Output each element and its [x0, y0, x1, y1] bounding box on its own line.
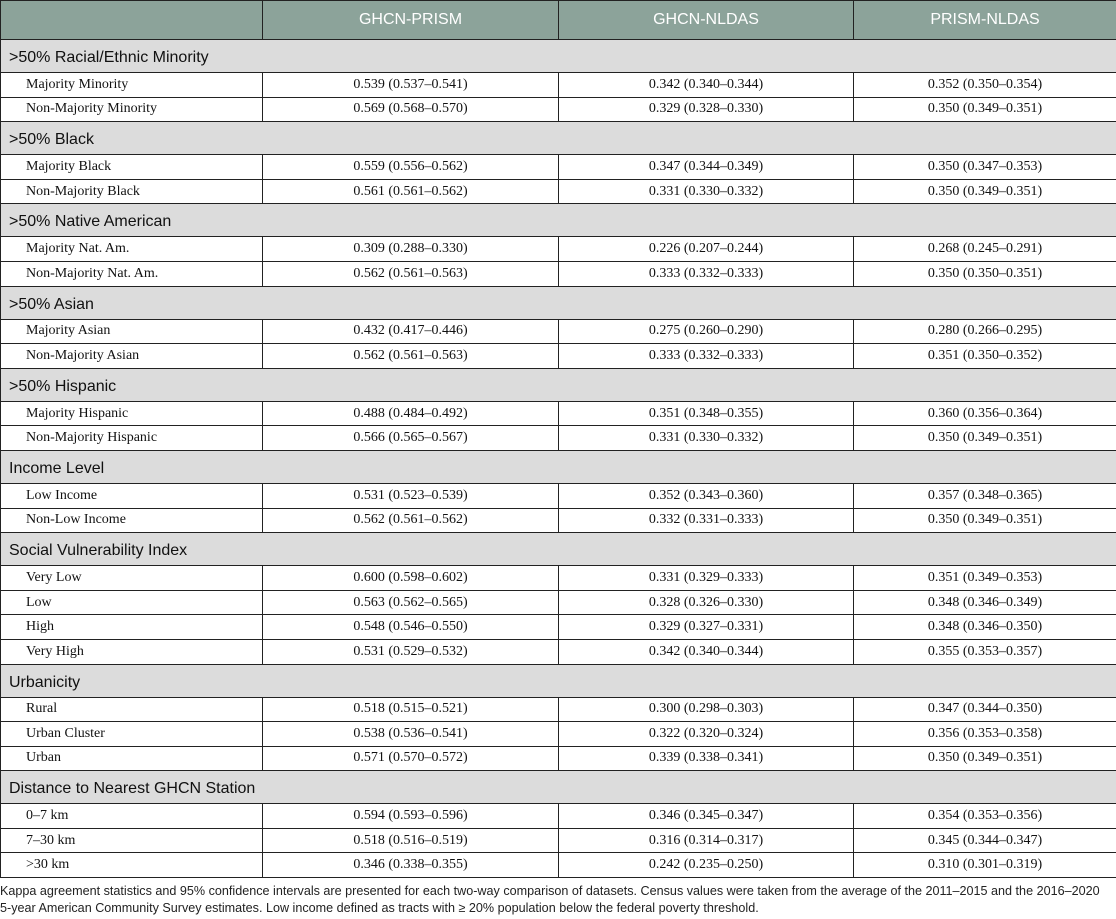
- cell-prism-nldas: 0.347 (0.344–0.350): [854, 697, 1116, 722]
- cell-prism-nldas: 0.350 (0.349–0.351): [854, 97, 1116, 122]
- cell-ghcn-prism: 0.562 (0.561–0.562): [263, 508, 559, 533]
- group-header-row: [1, 771, 1116, 804]
- cell-ghcn-prism: 0.562 (0.561–0.563): [263, 344, 559, 369]
- row-label: Non-Majority Hispanic: [1, 426, 263, 451]
- cell-prism-nldas: 0.355 (0.353–0.357): [854, 639, 1116, 664]
- cell-prism-nldas: 0.345 (0.344–0.347): [854, 828, 1116, 853]
- cell-prism-nldas: 0.310 (0.301–0.319): [854, 853, 1116, 878]
- table-row: [1, 853, 1116, 878]
- table-row: [1, 155, 1116, 180]
- table-row: [1, 639, 1116, 664]
- table-row: [1, 261, 1116, 286]
- cell-ghcn-nldas: 0.329 (0.328–0.330): [559, 97, 854, 122]
- cell-ghcn-nldas: 0.339 (0.338–0.341): [559, 746, 854, 771]
- cell-ghcn-prism: 0.600 (0.598–0.602): [263, 566, 559, 591]
- row-label: Non-Majority Asian: [1, 344, 263, 369]
- cell-ghcn-nldas: 0.322 (0.320–0.324): [559, 722, 854, 747]
- cell-ghcn-nldas: 0.332 (0.331–0.333): [559, 508, 854, 533]
- header-cell-stub: [1, 1, 263, 40]
- cell-ghcn-prism: 0.548 (0.546–0.550): [263, 615, 559, 640]
- cell-prism-nldas: 0.268 (0.245–0.291): [854, 237, 1116, 262]
- row-label: Low: [1, 590, 263, 615]
- row-label: Non-Majority Nat. Am.: [1, 261, 263, 286]
- cell-ghcn-nldas: 0.331 (0.329–0.333): [559, 566, 854, 591]
- group-header-row: [1, 122, 1116, 155]
- cell-ghcn-prism: 0.562 (0.561–0.563): [263, 261, 559, 286]
- header-cell-ghcn-prism: GHCN-PRISM: [263, 1, 559, 40]
- group-header-row: [1, 40, 1116, 73]
- row-label: Very High: [1, 639, 263, 664]
- cell-ghcn-prism: 0.518 (0.515–0.521): [263, 697, 559, 722]
- cell-prism-nldas: 0.280 (0.266–0.295): [854, 319, 1116, 344]
- row-label: Majority Asian: [1, 319, 263, 344]
- cell-prism-nldas: 0.348 (0.346–0.349): [854, 590, 1116, 615]
- cell-ghcn-nldas: 0.351 (0.348–0.355): [559, 401, 854, 426]
- table-row: [1, 319, 1116, 344]
- row-label: Majority Minority: [1, 73, 263, 98]
- group-header-row: [1, 533, 1116, 566]
- row-label: Urban Cluster: [1, 722, 263, 747]
- cell-ghcn-nldas: 0.242 (0.235–0.250): [559, 853, 854, 878]
- row-label: Non-Low Income: [1, 508, 263, 533]
- row-label: 0–7 km: [1, 804, 263, 829]
- cell-ghcn-nldas: 0.329 (0.327–0.331): [559, 615, 854, 640]
- row-label: Rural: [1, 697, 263, 722]
- cell-ghcn-nldas: 0.226 (0.207–0.244): [559, 237, 854, 262]
- row-label: Majority Nat. Am.: [1, 237, 263, 262]
- group-header-row: [1, 664, 1116, 697]
- cell-prism-nldas: 0.356 (0.353–0.358): [854, 722, 1116, 747]
- table-row: [1, 566, 1116, 591]
- cell-ghcn-prism: 0.561 (0.561–0.562): [263, 179, 559, 204]
- cell-ghcn-prism: 0.559 (0.556–0.562): [263, 155, 559, 180]
- group-title: >50% Asian: [1, 286, 1116, 319]
- table-row: [1, 804, 1116, 829]
- cell-ghcn-nldas: 0.333 (0.332–0.333): [559, 261, 854, 286]
- cell-ghcn-prism: 0.569 (0.568–0.570): [263, 97, 559, 122]
- cell-prism-nldas: 0.351 (0.349–0.353): [854, 566, 1116, 591]
- cell-ghcn-prism: 0.432 (0.417–0.446): [263, 319, 559, 344]
- cell-ghcn-prism: 0.518 (0.516–0.519): [263, 828, 559, 853]
- header-cell-prism-nldas: PRISM-NLDAS: [854, 1, 1116, 40]
- cell-ghcn-prism: 0.531 (0.523–0.539): [263, 483, 559, 508]
- cell-prism-nldas: 0.348 (0.346–0.350): [854, 615, 1116, 640]
- table-row: [1, 483, 1116, 508]
- cell-ghcn-prism: 0.531 (0.529–0.532): [263, 639, 559, 664]
- group-header-row: [1, 204, 1116, 237]
- cell-ghcn-prism: 0.566 (0.565–0.567): [263, 426, 559, 451]
- row-label: Non-Majority Minority: [1, 97, 263, 122]
- row-label: Very Low: [1, 566, 263, 591]
- group-title: Social Vulnerability Index: [1, 533, 1116, 566]
- group-title: Distance to Nearest GHCN Station: [1, 771, 1116, 804]
- cell-ghcn-nldas: 0.316 (0.314–0.317): [559, 828, 854, 853]
- row-label: Non-Majority Black: [1, 179, 263, 204]
- cell-prism-nldas: 0.357 (0.348–0.365): [854, 483, 1116, 508]
- group-header-row: [1, 450, 1116, 483]
- table-body: [1, 40, 1116, 878]
- cell-prism-nldas: 0.354 (0.353–0.356): [854, 804, 1116, 829]
- table-row: [1, 73, 1116, 98]
- cell-ghcn-nldas: 0.275 (0.260–0.290): [559, 319, 854, 344]
- table-row: [1, 828, 1116, 853]
- table-row: [1, 615, 1116, 640]
- cell-ghcn-prism: 0.563 (0.562–0.565): [263, 590, 559, 615]
- group-title: >50% Native American: [1, 204, 1116, 237]
- table-footnote: Kappa agreement statistics and 95% confidence intervals are presented for each two-way comparison of datasets. Census values were taken from the average of the 2011–2015 and the 2016–2020 5-year American Community Survey estimates. Low income defined as tracts with ≥ 20% population below the federal poverty threshold.: [0, 884, 1100, 916]
- cell-prism-nldas: 0.352 (0.350–0.354): [854, 73, 1116, 98]
- group-title: Income Level: [1, 450, 1116, 483]
- group-title: >50% Black: [1, 122, 1116, 155]
- cell-ghcn-nldas: 0.352 (0.343–0.360): [559, 483, 854, 508]
- header-cell-ghcn-nldas: GHCN-NLDAS: [559, 1, 854, 40]
- table-row: [1, 237, 1116, 262]
- row-label: >30 km: [1, 853, 263, 878]
- cell-ghcn-prism: 0.538 (0.536–0.541): [263, 722, 559, 747]
- row-label: Majority Hispanic: [1, 401, 263, 426]
- table-row: [1, 401, 1116, 426]
- row-label: Urban: [1, 746, 263, 771]
- row-label: High: [1, 615, 263, 640]
- cell-ghcn-prism: 0.594 (0.593–0.596): [263, 804, 559, 829]
- cell-ghcn-nldas: 0.342 (0.340–0.344): [559, 73, 854, 98]
- cell-prism-nldas: 0.350 (0.349–0.351): [854, 508, 1116, 533]
- cell-prism-nldas: 0.360 (0.356–0.364): [854, 401, 1116, 426]
- cell-ghcn-prism: 0.346 (0.338–0.355): [263, 853, 559, 878]
- table-row: [1, 590, 1116, 615]
- group-header-row: [1, 368, 1116, 401]
- row-label: 7–30 km: [1, 828, 263, 853]
- table-row: [1, 179, 1116, 204]
- table-row: [1, 344, 1116, 369]
- cell-prism-nldas: 0.350 (0.349–0.351): [854, 746, 1116, 771]
- cell-ghcn-prism: 0.309 (0.288–0.330): [263, 237, 559, 262]
- group-header-row: [1, 286, 1116, 319]
- cell-ghcn-nldas: 0.346 (0.345–0.347): [559, 804, 854, 829]
- cell-ghcn-nldas: 0.347 (0.344–0.349): [559, 155, 854, 180]
- cell-ghcn-nldas: 0.331 (0.330–0.332): [559, 179, 854, 204]
- cell-prism-nldas: 0.351 (0.350–0.352): [854, 344, 1116, 369]
- table-row: [1, 746, 1116, 771]
- cell-ghcn-nldas: 0.300 (0.298–0.303): [559, 697, 854, 722]
- cell-ghcn-nldas: 0.333 (0.332–0.333): [559, 344, 854, 369]
- cell-ghcn-nldas: 0.331 (0.330–0.332): [559, 426, 854, 451]
- cell-prism-nldas: 0.350 (0.349–0.351): [854, 426, 1116, 451]
- table-header-row: [1, 1, 1116, 40]
- cell-ghcn-prism: 0.539 (0.537–0.541): [263, 73, 559, 98]
- table-row: [1, 508, 1116, 533]
- cell-prism-nldas: 0.350 (0.347–0.353): [854, 155, 1116, 180]
- cell-prism-nldas: 0.350 (0.350–0.351): [854, 261, 1116, 286]
- cell-ghcn-nldas: 0.342 (0.340–0.344): [559, 639, 854, 664]
- row-label: Majority Black: [1, 155, 263, 180]
- table-row: [1, 722, 1116, 747]
- table-row: [1, 426, 1116, 451]
- group-title: >50% Racial/Ethnic Minority: [1, 40, 1116, 73]
- group-title: Urbanicity: [1, 664, 1116, 697]
- cell-ghcn-prism: 0.571 (0.570–0.572): [263, 746, 559, 771]
- cell-ghcn-prism: 0.488 (0.484–0.492): [263, 401, 559, 426]
- group-title: >50% Hispanic: [1, 368, 1116, 401]
- table-row: [1, 97, 1116, 122]
- row-label: Low Income: [1, 483, 263, 508]
- cell-ghcn-nldas: 0.328 (0.326–0.330): [559, 590, 854, 615]
- cell-prism-nldas: 0.350 (0.349–0.351): [854, 179, 1116, 204]
- table-row: [1, 697, 1116, 722]
